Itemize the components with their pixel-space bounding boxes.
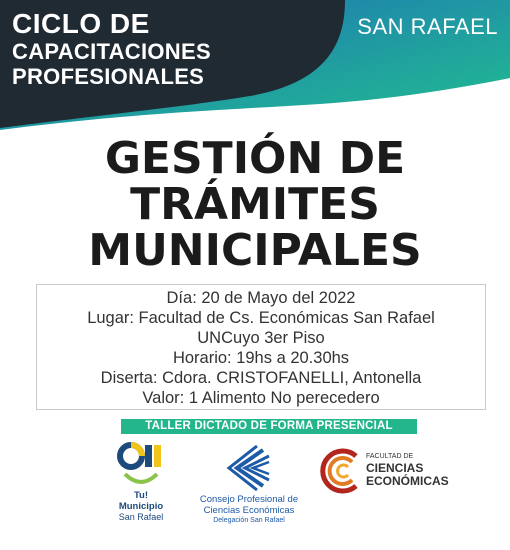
- consejo-line1: Consejo Profesional de: [199, 494, 299, 505]
- municipio-line3: San Rafael: [118, 512, 164, 522]
- facultad-line3: ECONÓMICAS: [366, 474, 449, 488]
- course-title-line1: GESTIÓN DE: [104, 133, 406, 184]
- series-title-line1: CICLO DE: [12, 8, 150, 39]
- consejo-logo: [186, 442, 312, 542]
- city-label: SAN RAFAEL: [357, 14, 498, 39]
- consejo-line2: Ciencias Económicas: [203, 505, 295, 516]
- facultad-line2: CIENCIAS: [366, 461, 424, 475]
- modality-badge: TALLER DICTADO DE FORMA PRESENCIAL: [121, 419, 417, 434]
- event-date: Día: 20 de Mayo del 2022: [166, 289, 356, 307]
- municipio-emblem-icon: [117, 440, 165, 490]
- facultad-logo: [318, 446, 458, 506]
- event-speaker: Diserta: Cdora. CRISTOFANELLI, Antonella: [100, 369, 422, 387]
- event-schedule: Horario: 19hs a 20.30hs: [172, 349, 350, 367]
- course-title: [0, 133, 510, 276]
- consejo-emblem-icon: [223, 442, 275, 494]
- series-title: [12, 10, 211, 88]
- event-price: Valor: 1 Alimento No perecedero: [142, 389, 380, 407]
- course-title-line3: MUNICIPALES: [88, 225, 422, 276]
- event-place-cont: UNCuyo 3er Piso: [197, 329, 325, 347]
- municipio-line1: Tu!: [133, 490, 149, 501]
- facultad-line1: FACULTAD DE: [366, 453, 414, 460]
- series-title-line3: PROFESIONALES: [12, 64, 205, 89]
- event-details-box: [36, 284, 486, 410]
- municipio-line2: Municipio: [118, 501, 164, 512]
- facultad-emblem-icon: [318, 446, 364, 496]
- series-title-line2: CAPACITACIONES: [12, 39, 211, 64]
- event-place: Lugar: Facultad de Cs. Económicas San Rafael: [87, 309, 435, 327]
- consejo-line3: Delegación San Rafael: [213, 517, 285, 524]
- course-title-line2: TRÁMITES: [130, 179, 380, 230]
- municipio-logo: [106, 440, 176, 540]
